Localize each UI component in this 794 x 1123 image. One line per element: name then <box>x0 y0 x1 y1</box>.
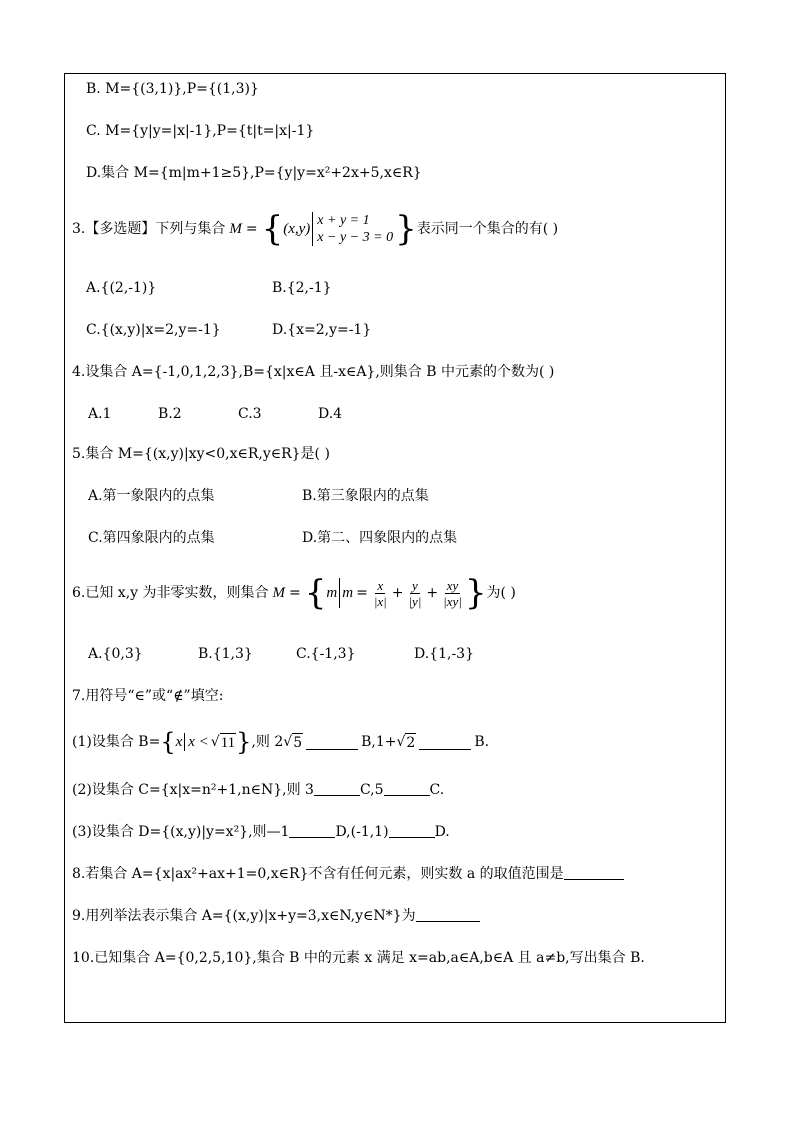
q7-part-3 <box>72 823 450 841</box>
q7-p1-root2: 5 <box>293 734 303 751</box>
q6-frac-1 <box>372 578 389 609</box>
q5-option-b: B.第三象限内的点集 <box>302 488 429 504</box>
q7-p2-mid: C,5 <box>359 782 384 798</box>
q6-frac-1-num: x <box>377 577 384 593</box>
q3-suffix: 表示同一个集合的有( ) <box>416 221 559 237</box>
q6-frac-2-den: |y| <box>408 593 422 609</box>
q7-p1-end: B. <box>474 734 490 750</box>
q6-option-c: C.{-1,3} <box>296 646 356 662</box>
q6-left-brace: { <box>304 573 327 613</box>
q7-p1-root3: 2 <box>406 734 416 751</box>
q7-p1-cond-x: x <box>176 733 186 751</box>
q7-p2-end: C. <box>429 782 445 798</box>
q7-p1-then: ,则 2 <box>251 734 284 750</box>
q6-prefix: 6.已知 x,y 为非零实数，则集合 <box>72 585 269 601</box>
q6-frac-2 <box>406 578 423 609</box>
q9 <box>72 907 480 925</box>
q3-right-brace: } <box>395 209 417 249</box>
q6-suffix: 为( ) <box>486 585 516 601</box>
q9-stem: 9.用列举法表示集合 A={(x,y)|x+y=3,x∈N,y∈N*}为 <box>72 908 416 924</box>
q7-p2-blank-1[interactable] <box>314 781 360 796</box>
q9-blank[interactable] <box>416 907 480 922</box>
q4-option-a: A.1 <box>88 406 112 422</box>
q7-p3-prefix: (3)设集合 D={(x,y)|y=x²},则—1 <box>72 824 290 840</box>
q7-p1-left-brace: { <box>160 728 176 756</box>
q2-option-d: D.集合 M={m|m+1≥5},P={y|y=x²+2x+5,x∈R} <box>86 165 422 181</box>
q7-p1-prefix: (1)设集合 B= <box>72 734 161 750</box>
q7-part-1: (1)设集合 B= { x x < √ 11 } ,则 2 √ 5 B,1+ √ 2 B. <box>72 728 490 756</box>
q6-option-d: D.{1,-3} <box>414 646 474 662</box>
q6-stem: 6.已知 x,y 为非零实数，则集合 M = { m m = $\frac{x}{|x|}$ + $\frac{y}{|y|}$ + $\frac{xy}{|xy|}$ } 为( ) <box>72 573 516 613</box>
q3-equals: = <box>245 221 258 237</box>
q5-option-d: D.第二、四象限内的点集 <box>302 530 458 546</box>
q8-blank[interactable] <box>564 865 624 880</box>
q8 <box>72 865 624 883</box>
q6-var: m <box>326 578 340 608</box>
q6-frac-3-num: xy <box>446 577 459 593</box>
q6-right-brace: } <box>464 573 487 613</box>
q3-option-a: A.{(2,-1)} <box>86 280 157 296</box>
q4-option-b: B.2 <box>158 406 182 422</box>
q7-p3-blank-1[interactable] <box>289 823 335 838</box>
q3-option-b: B.{2,-1} <box>272 280 332 296</box>
q6-var2: m <box>342 585 354 601</box>
q6-frac-1-den: |x| <box>373 593 387 609</box>
q4-option-c: C.3 <box>238 406 262 422</box>
q4-option-d: D.4 <box>318 406 343 422</box>
q3-option-d: D.{x=2,y=-1} <box>272 322 372 338</box>
q3-equation-system <box>312 212 393 246</box>
q3-eq1: x + y = 1 <box>317 213 370 228</box>
q7-p1-mid: B,1+ <box>361 734 397 750</box>
q7-p3-end: D. <box>434 824 450 840</box>
q7-p3-mid: D,(-1,1) <box>335 824 389 840</box>
q7-p1-lt: x < <box>188 734 209 750</box>
q4-stem: 4.设集合 A={-1,0,1,2,3},B={x|x∈A 且-x∈A},则集合 B 中元素的个数为( ) <box>72 364 555 380</box>
q5-stem: 5.集合 M={(x,y)|xy<0,x∈R,y∈R}是( ) <box>72 446 330 462</box>
q6-set-name: M <box>272 585 286 601</box>
q7-part-2 <box>72 781 444 799</box>
q3-option-c: C.{(x,y)|x=2,y=-1} <box>86 322 221 338</box>
q6-frac-2-num: y <box>412 577 418 593</box>
q3-prefix: 3.【多选题】下列与集合 <box>72 221 226 237</box>
q2-option-b: B. M={(3,1)},P={(1,3)} <box>86 81 259 97</box>
q10-stem: 10.已知集合 A={0,2,5,10},集合 B 中的元素 x 满足 x=ab,a∈A,b∈A 且 a≠b,写出集合 B. <box>72 950 645 966</box>
q3-eq2: x − y − 3 = 0 <box>317 230 394 245</box>
q7-p3-blank-2[interactable] <box>389 823 435 838</box>
q5-option-a: A.第一象限内的点集 <box>88 488 215 504</box>
q7-stem: 7.用符号“∈”或“∉”填空: <box>72 688 224 704</box>
q6-frac-3-den: |xy| <box>443 593 462 609</box>
q6-frac-3 <box>441 578 464 609</box>
q7-p1-root: 11 <box>220 734 236 751</box>
q3-element: (x,y) <box>283 221 311 237</box>
q6-option-a: A.{0,3} <box>88 646 143 662</box>
q5-option-c: C.第四象限内的点集 <box>88 530 215 546</box>
q7-p2-blank-2[interactable] <box>384 781 430 796</box>
q7-p1-right-brace: } <box>236 728 252 756</box>
q3-left-brace: { <box>261 209 284 249</box>
q7-p1-blank-2[interactable] <box>419 735 471 750</box>
q3-stem <box>72 207 558 251</box>
q7-p1-blank-1[interactable] <box>306 735 358 750</box>
q8-stem: 8.若集合 A={x|ax²+ax+1=0,x∈R}不含有任何元素，则实数 a 的取值范围是 <box>72 866 564 882</box>
q3-set-name: M <box>229 221 242 237</box>
q6-option-b: B.{1,3} <box>198 646 253 662</box>
q2-option-c: C. M={y|y=|x|-1},P={t|t=|x|-1} <box>86 123 315 139</box>
q7-p2-prefix: (2)设集合 C={x|x=n²+1,n∈N},则 3 <box>72 782 314 798</box>
